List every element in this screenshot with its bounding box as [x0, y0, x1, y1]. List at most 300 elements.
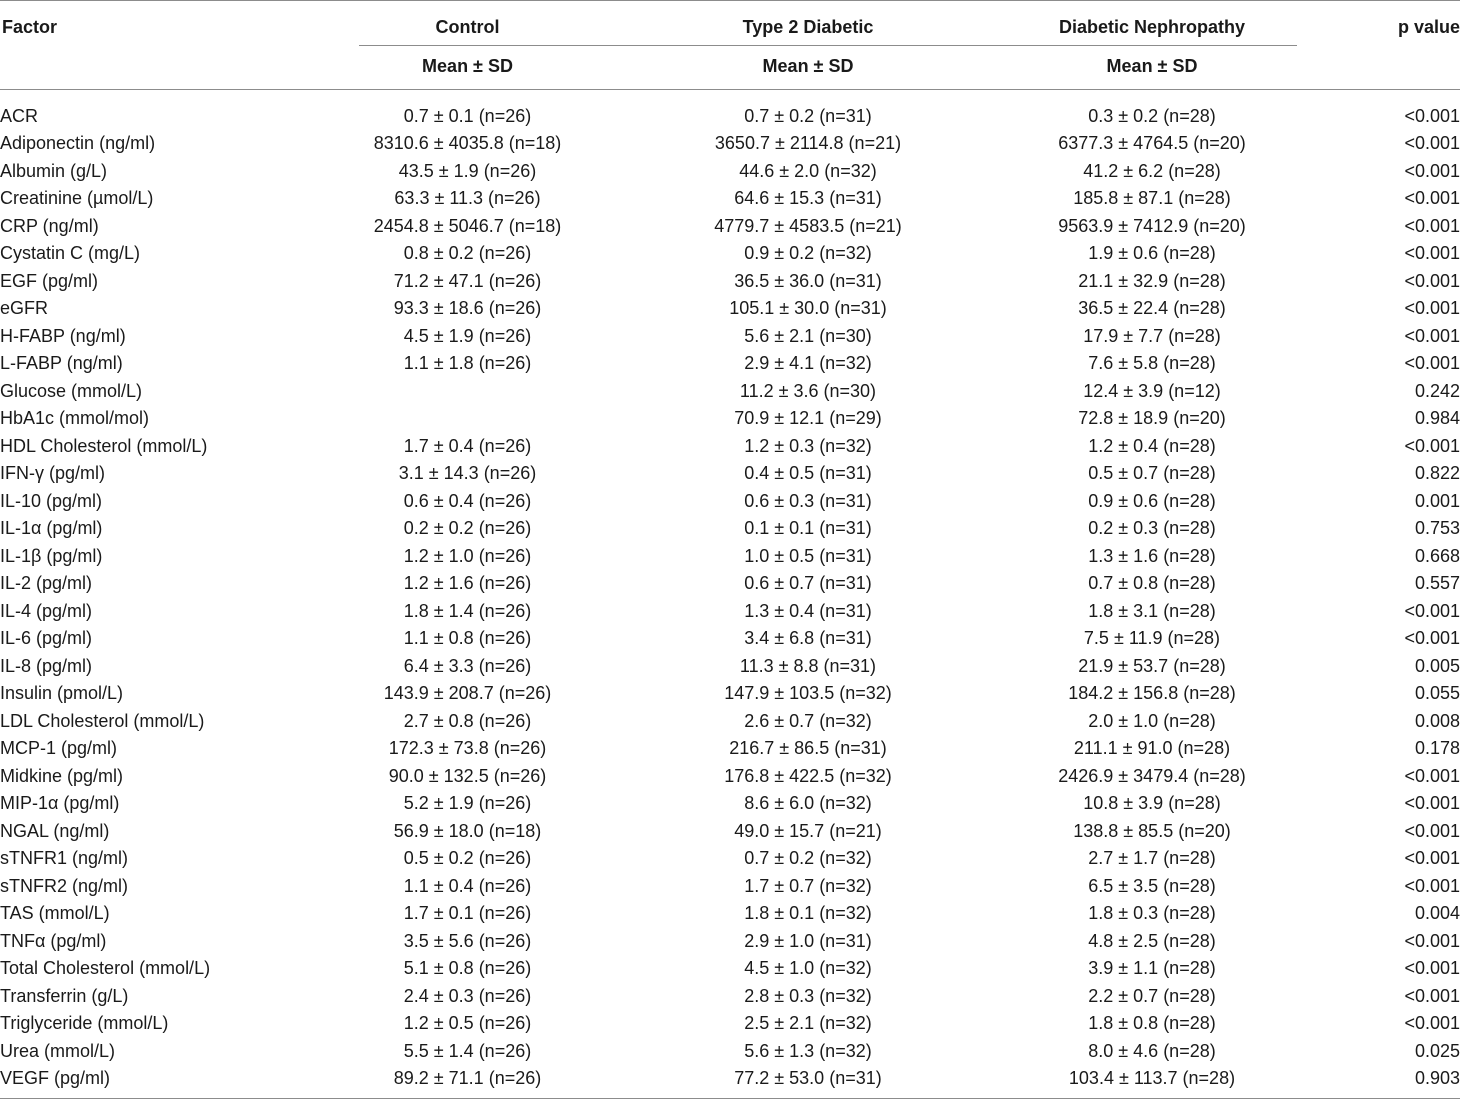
table-row [0, 597, 1460, 625]
diabetic-nephropathy-cell: 12.4 ± 3.9 (n=12) [1083, 380, 1221, 401]
diabetic-nephropathy-cell: 21.9 ± 53.7 (n=28) [1078, 655, 1226, 676]
spacer-cell [916, 762, 1040, 790]
spacer-cell [576, 955, 700, 983]
type2-diabetic-cell: 1.2 ± 0.3 (n=32) [744, 435, 872, 456]
table-row [0, 102, 1460, 130]
spacer-cell [916, 652, 1040, 680]
table-row [0, 707, 1460, 735]
type2-diabetic-cell: 36.5 ± 36.0 (n=31) [734, 270, 882, 291]
diabetic-nephropathy-cell: 1.2 ± 0.4 (n=28) [1088, 435, 1216, 456]
type2-diabetic-cell: 0.4 ± 0.5 (n=31) [744, 463, 872, 484]
control-cell: 63.3 ± 11.3 (n=26) [394, 188, 541, 209]
diabetic-groups-rule [576, 45, 1297, 46]
spacer-cell [576, 790, 700, 818]
type2-diabetic-cell: 176.8 ± 422.5 (n=32) [724, 765, 892, 786]
spacer-cell [576, 322, 700, 350]
factor-cell: IL-8 (pg/ml) [0, 655, 93, 676]
factor-cell: LDL Cholesterol (mmol/L) [0, 710, 205, 731]
factor-cell: Glucose (mmol/L) [0, 380, 143, 401]
p-value-cell: <0.001 [1404, 243, 1460, 264]
p-value-cell: 0.242 [1414, 380, 1460, 401]
type2-diabetic-cell: 3.4 ± 6.8 (n=31) [744, 628, 872, 649]
factor-cell: Transferrin (g/L) [0, 985, 129, 1006]
spacer-cell [576, 487, 700, 515]
table-row [0, 130, 1460, 158]
spacer-cell [916, 790, 1040, 818]
spacer-cell [576, 157, 700, 185]
control-cell: 2.7 ± 0.8 (n=26) [403, 710, 532, 731]
p-value-cell: <0.001 [1404, 133, 1460, 154]
control-cell: 0.6 ± 0.4 (n=26) [403, 490, 532, 511]
header-p-value: p value [1397, 17, 1460, 37]
p-value-cell: <0.001 [1404, 985, 1460, 1006]
spacer-cell [576, 542, 700, 570]
diabetic-nephropathy-cell: 36.5 ± 22.4 (n=28) [1078, 298, 1226, 319]
control-cell: 90.0 ± 132.5 (n=26) [388, 765, 547, 786]
control-cell: 1.1 ± 0.4 (n=26) [403, 875, 532, 896]
table-row [0, 1065, 1460, 1093]
p-value-cell: <0.001 [1404, 353, 1460, 374]
factor-cell: Urea (mmol/L) [0, 1040, 116, 1061]
factor-cell: Insulin (pmol/L) [0, 683, 124, 704]
factor-cell: VEGF (pg/ml) [0, 1068, 111, 1089]
type2-diabetic-cell: 2.5 ± 2.1 (n=32) [744, 1013, 872, 1034]
table-row [0, 350, 1460, 378]
factor-cell: HDL Cholesterol (mmol/L) [0, 435, 208, 456]
control-cell: 0.8 ± 0.2 (n=26) [403, 243, 532, 264]
control-cell: 6.4 ± 3.3 (n=26) [403, 655, 532, 676]
spacer-cell [916, 1010, 1040, 1038]
table-body [0, 102, 1460, 1092]
control-cell: 89.2 ± 71.1 (n=26) [393, 1068, 542, 1089]
control-cell: 1.2 ± 1.6 (n=26) [403, 573, 532, 594]
type2-diabetic-cell: 0.1 ± 0.1 (n=31) [744, 518, 872, 539]
p-value-cell: <0.001 [1404, 160, 1460, 181]
table-row [0, 542, 1460, 570]
type2-diabetic-cell: 3650.7 ± 2114.8 (n=21) [714, 133, 902, 154]
control-cell [359, 377, 576, 405]
spacer-cell [576, 460, 700, 488]
diabetic-nephropathy-cell: 6377.3 ± 4764.5 (n=20) [1058, 133, 1246, 154]
table-row [0, 927, 1460, 955]
table-row [0, 900, 1460, 928]
control-cell: 2.4 ± 0.3 (n=26) [403, 985, 532, 1006]
diabetic-nephropathy-cell: 2.7 ± 1.7 (n=28) [1088, 848, 1216, 869]
type2-diabetic-cell: 1.8 ± 0.1 (n=32) [744, 903, 872, 924]
type2-diabetic-cell: 0.6 ± 0.3 (n=31) [744, 490, 872, 511]
diabetic-nephropathy-cell: 8.0 ± 4.6 (n=28) [1088, 1040, 1216, 1061]
factor-cell: TAS (mmol/L) [0, 903, 110, 924]
table-row [0, 1010, 1460, 1038]
spacer-cell [916, 1037, 1040, 1065]
spacer-cell [916, 130, 1040, 158]
spacer-cell [916, 927, 1040, 955]
diabetic-nephropathy-cell: 1.8 ± 3.1 (n=28) [1088, 600, 1216, 621]
p-value-cell: 0.008 [1414, 710, 1460, 731]
spacer-cell [576, 817, 700, 845]
table-row [0, 157, 1460, 185]
diabetic-nephropathy-cell: 2.0 ± 1.0 (n=28) [1088, 710, 1216, 731]
spacer-cell [576, 432, 700, 460]
factor-cell: IL-4 (pg/ml) [0, 600, 93, 621]
p-value-cell: <0.001 [1404, 270, 1460, 291]
spacer-cell [576, 267, 700, 295]
diabetic-nephropathy-cell: 3.9 ± 1.1 (n=28) [1088, 958, 1216, 979]
table-row [0, 625, 1460, 653]
diabetic-nephropathy-cell: 1.8 ± 0.3 (n=28) [1088, 903, 1216, 924]
p-value-cell: <0.001 [1404, 325, 1460, 346]
factor-cell: CRP (ng/ml) [0, 215, 99, 236]
diabetic-nephropathy-cell: 0.3 ± 0.2 (n=28) [1088, 105, 1216, 126]
factor-cell: IL-6 (pg/ml) [0, 628, 93, 649]
subheader-nephropathy-mean-sd: Mean ± SD [1106, 56, 1198, 76]
control-cell: 3.5 ± 5.6 (n=26) [403, 930, 532, 951]
factor-cell: sTNFR2 (ng/ml) [0, 875, 129, 896]
header-type2-diabetic: Type 2 Diabetic [742, 17, 874, 37]
diabetic-nephropathy-cell: 7.5 ± 11.9 (n=28) [1083, 628, 1221, 649]
control-cell: 1.2 ± 0.5 (n=26) [403, 1013, 532, 1034]
diabetic-nephropathy-cell: 7.6 ± 5.8 (n=28) [1088, 353, 1216, 374]
p-value-cell: 0.001 [1414, 490, 1460, 511]
subheader-control-mean-sd: Mean ± SD [422, 56, 513, 76]
type2-diabetic-cell: 2.8 ± 0.3 (n=32) [744, 985, 872, 1006]
spacer-cell [916, 542, 1040, 570]
diabetic-nephropathy-cell: 9563.9 ± 7412.9 (n=20) [1058, 215, 1246, 236]
factor-cell: IL-1α (pg/ml) [0, 518, 103, 539]
spacer-cell [916, 267, 1040, 295]
type2-diabetic-cell: 147.9 ± 103.5 (n=32) [724, 683, 892, 704]
spacer-cell [576, 625, 700, 653]
table-row [0, 790, 1460, 818]
p-value-cell: 0.055 [1414, 683, 1460, 704]
table-row [0, 845, 1460, 873]
table-row [0, 295, 1460, 323]
factor-cell: MIP-1α (pg/ml) [0, 793, 120, 814]
p-value-cell: <0.001 [1404, 188, 1460, 209]
spacer-cell [576, 735, 700, 763]
spacer-cell [916, 707, 1040, 735]
spacer-cell [916, 377, 1040, 405]
spacer-cell [576, 927, 700, 955]
diabetic-nephropathy-cell: 1.9 ± 0.6 (n=28) [1088, 243, 1216, 264]
diabetic-nephropathy-cell: 6.5 ± 3.5 (n=28) [1088, 875, 1216, 896]
spacer-cell [576, 872, 700, 900]
p-value-cell: <0.001 [1404, 793, 1460, 814]
type2-diabetic-cell: 1.0 ± 0.5 (n=31) [744, 545, 872, 566]
type2-diabetic-cell: 216.7 ± 86.5 (n=31) [729, 738, 887, 759]
factor-cell: Adiponectin (ng/ml) [0, 133, 156, 154]
table-row [0, 212, 1460, 240]
spacer-cell [576, 1037, 700, 1065]
factor-cell: Total Cholesterol (mmol/L) [0, 958, 211, 979]
p-value-cell: <0.001 [1404, 765, 1460, 786]
diabetic-nephropathy-cell: 0.7 ± 0.8 (n=28) [1088, 573, 1216, 594]
spacer-cell [916, 212, 1040, 240]
spacer-cell [916, 680, 1040, 708]
table-row [0, 460, 1460, 488]
table-row [0, 377, 1460, 405]
spacer-cell [916, 570, 1040, 598]
p-value-cell: 0.557 [1414, 573, 1460, 594]
type2-diabetic-cell: 8.6 ± 6.0 (n=32) [744, 793, 872, 814]
table-row [0, 515, 1460, 543]
spacer-cell [576, 377, 700, 405]
p-value-cell: <0.001 [1404, 930, 1460, 951]
table-top-rule [0, 0, 1460, 1]
control-cell: 0.2 ± 0.2 (n=26) [403, 518, 532, 539]
p-value-cell: <0.001 [1404, 848, 1460, 869]
spacer-cell [916, 460, 1040, 488]
spacer-cell [916, 432, 1040, 460]
table-row [0, 735, 1460, 763]
table-row [0, 982, 1460, 1010]
table-bottom-rule [0, 1098, 1460, 1099]
spacer-cell [576, 680, 700, 708]
table-row [0, 185, 1460, 213]
spacer-cell [576, 652, 700, 680]
spacer-cell [916, 625, 1040, 653]
spacer-cell [916, 1065, 1040, 1093]
diabetic-nephropathy-cell: 21.1 ± 32.9 (n=28) [1078, 270, 1226, 291]
table-row [0, 680, 1460, 708]
spacer-cell [916, 295, 1040, 323]
spacer-cell [916, 350, 1040, 378]
control-cell: 1.7 ± 0.1 (n=26) [403, 903, 532, 924]
diabetic-nephropathy-cell: 185.8 ± 87.1 (n=28) [1073, 188, 1231, 209]
table-row [0, 322, 1460, 350]
factor-cell: Midkine (pg/ml) [0, 765, 124, 786]
table-row [0, 1037, 1460, 1065]
type2-diabetic-cell: 64.6 ± 15.3 (n=31) [734, 188, 882, 209]
control-cell: 1.1 ± 1.8 (n=26) [403, 353, 532, 374]
factor-cell: NGAL (ng/ml) [0, 820, 110, 841]
factor-cell: Cystatin C (mg/L) [0, 243, 141, 264]
type2-diabetic-cell: 4779.7 ± 4583.5 (n=21) [714, 215, 902, 236]
control-cell: 5.5 ± 1.4 (n=26) [403, 1040, 532, 1061]
spacer-cell [576, 982, 700, 1010]
control-cell: 56.9 ± 18.0 (n=18) [393, 820, 542, 841]
control-cell: 143.9 ± 208.7 (n=26) [383, 683, 552, 704]
control-cell: 172.3 ± 73.8 (n=26) [388, 738, 547, 759]
p-value-cell: <0.001 [1404, 215, 1460, 236]
header-control: Control [435, 17, 500, 37]
type2-diabetic-cell: 70.9 ± 12.1 (n=29) [734, 408, 882, 429]
type2-diabetic-cell: 2.9 ± 4.1 (n=32) [744, 353, 872, 374]
type2-diabetic-cell: 2.9 ± 1.0 (n=31) [744, 930, 872, 951]
diabetic-nephropathy-cell: 17.9 ± 7.7 (n=28) [1083, 325, 1221, 346]
control-cell: 5.2 ± 1.9 (n=26) [403, 793, 532, 814]
p-value-cell: 0.753 [1414, 518, 1460, 539]
p-value-cell: <0.001 [1404, 435, 1460, 456]
spacer-cell [576, 900, 700, 928]
control-cell: 5.1 ± 0.8 (n=26) [403, 958, 532, 979]
factor-cell: IFN-γ (pg/ml) [0, 463, 105, 484]
type2-diabetic-cell: 0.6 ± 0.7 (n=31) [744, 573, 872, 594]
table-row [0, 405, 1460, 433]
spacer-cell [576, 102, 700, 130]
spacer-cell [916, 185, 1040, 213]
spacer-cell [916, 817, 1040, 845]
spacer-cell [576, 515, 700, 543]
table-row [0, 872, 1460, 900]
type2-diabetic-cell: 49.0 ± 15.7 (n=21) [734, 820, 882, 841]
diabetic-nephropathy-cell: 0.9 ± 0.6 (n=28) [1088, 490, 1216, 511]
p-value-cell: <0.001 [1404, 600, 1460, 621]
p-value-cell: <0.001 [1404, 628, 1460, 649]
factor-cell: HbA1c (mmol/mol) [0, 408, 150, 429]
p-value-cell: <0.001 [1404, 1013, 1460, 1034]
spacer-cell [916, 157, 1040, 185]
control-cell: 2454.8 ± 5046.7 (n=18) [373, 215, 562, 236]
subheader-type2-mean-sd: Mean ± SD [762, 56, 854, 76]
control-cell: 1.2 ± 1.0 (n=26) [403, 545, 532, 566]
p-value-cell: 0.668 [1414, 545, 1460, 566]
spacer-cell [576, 212, 700, 240]
type2-diabetic-cell: 5.6 ± 1.3 (n=32) [744, 1040, 872, 1061]
header-factor: Factor [2, 17, 58, 37]
table-row [0, 955, 1460, 983]
diabetic-nephropathy-cell: 10.8 ± 3.9 (n=28) [1083, 793, 1221, 814]
diabetic-nephropathy-cell: 138.8 ± 85.5 (n=20) [1073, 820, 1231, 841]
type2-diabetic-cell: 105.1 ± 30.0 (n=31) [729, 298, 887, 319]
spacer-cell [916, 982, 1040, 1010]
diabetic-nephropathy-cell: 0.5 ± 0.7 (n=28) [1088, 463, 1216, 484]
p-value-cell: 0.005 [1414, 655, 1460, 676]
factor-cell: IL-1β (pg/ml) [0, 545, 103, 566]
diabetic-nephropathy-cell: 2426.9 ± 3479.4 (n=28) [1058, 765, 1246, 786]
type2-diabetic-cell: 0.9 ± 0.2 (n=32) [744, 243, 872, 264]
p-value-cell: 0.984 [1414, 408, 1460, 429]
factor-cell: sTNFR1 (ng/ml) [0, 848, 129, 869]
spacer-cell [576, 762, 700, 790]
factor-cell: TNFα (pg/ml) [0, 930, 107, 951]
table-row [0, 652, 1460, 680]
spacer-cell [916, 405, 1040, 433]
p-value-cell: <0.001 [1404, 298, 1460, 319]
factor-cell: L-FABP (ng/ml) [0, 353, 123, 374]
p-value-cell: 0.903 [1414, 1068, 1460, 1089]
diabetic-nephropathy-cell: 184.2 ± 156.8 (n=28) [1068, 683, 1236, 704]
factor-cell: MCP-1 (pg/ml) [0, 738, 118, 759]
p-value-cell: <0.001 [1404, 875, 1460, 896]
diabetic-nephropathy-cell: 2.2 ± 0.7 (n=28) [1088, 985, 1216, 1006]
table-row [0, 762, 1460, 790]
control-cell [359, 405, 576, 433]
type2-diabetic-cell: 0.7 ± 0.2 (n=32) [744, 848, 872, 869]
spacer-cell [916, 322, 1040, 350]
header-diabetic-nephropathy: Diabetic Nephropathy [1058, 17, 1246, 37]
type2-diabetic-cell: 5.6 ± 2.1 (n=30) [744, 325, 872, 346]
factor-cell: Creatinine (µmol/L) [0, 188, 154, 209]
type2-diabetic-cell: 2.6 ± 0.7 (n=32) [744, 710, 872, 731]
table-row [0, 240, 1460, 268]
control-group-rule [359, 45, 576, 46]
control-cell: 1.8 ± 1.4 (n=26) [403, 600, 532, 621]
factor-cell: H-FABP (ng/ml) [0, 325, 126, 346]
spacer-cell [576, 707, 700, 735]
table-row [0, 432, 1460, 460]
factor-cell: Triglyceride (mmol/L) [0, 1013, 169, 1034]
control-cell: 3.1 ± 14.3 (n=26) [398, 463, 537, 484]
spacer-cell [916, 900, 1040, 928]
spacer-cell [916, 872, 1040, 900]
spacer-cell [576, 295, 700, 323]
spacer-cell [916, 515, 1040, 543]
type2-diabetic-cell: 0.7 ± 0.2 (n=31) [744, 105, 872, 126]
type2-diabetic-cell: 4.5 ± 1.0 (n=32) [744, 958, 872, 979]
factor-cell: eGFR [0, 298, 49, 319]
p-value-cell: <0.001 [1404, 105, 1460, 126]
type2-diabetic-cell: 44.6 ± 2.0 (n=32) [739, 160, 877, 181]
spacer-cell [576, 570, 700, 598]
table-row [0, 267, 1460, 295]
diabetic-nephropathy-cell: 103.4 ± 113.7 (n=28) [1068, 1068, 1236, 1089]
type2-diabetic-cell: 11.2 ± 3.6 (n=30) [739, 380, 877, 401]
spacer-cell [916, 487, 1040, 515]
diabetic-nephropathy-cell: 0.2 ± 0.3 (n=28) [1088, 518, 1216, 539]
spacer-cell [916, 955, 1040, 983]
p-value-cell: <0.001 [1404, 820, 1460, 841]
type2-diabetic-cell: 77.2 ± 53.0 (n=31) [734, 1068, 882, 1089]
type2-diabetic-cell: 11.3 ± 8.8 (n=31) [739, 655, 877, 676]
control-cell: 8310.6 ± 4035.8 (n=18) [373, 133, 562, 154]
factor-cell: IL-10 (pg/ml) [0, 490, 103, 511]
control-cell: 71.2 ± 47.1 (n=26) [393, 270, 542, 291]
type2-diabetic-cell: 1.7 ± 0.7 (n=32) [744, 875, 872, 896]
factor-cell: Albumin (g/L) [0, 160, 108, 181]
p-value-cell: 0.178 [1414, 738, 1460, 759]
spacer-cell [576, 1010, 700, 1038]
diabetic-nephropathy-cell: 4.8 ± 2.5 (n=28) [1088, 930, 1216, 951]
control-cell: 43.5 ± 1.9 (n=26) [398, 160, 537, 181]
table-row [0, 817, 1460, 845]
diabetic-nephropathy-cell: 1.8 ± 0.8 (n=28) [1088, 1013, 1216, 1034]
diabetic-nephropathy-cell: 211.1 ± 91.0 (n=28) [1073, 738, 1231, 759]
diabetic-nephropathy-cell: 72.8 ± 18.9 (n=20) [1078, 408, 1226, 429]
spacer-cell [576, 845, 700, 873]
spacer-cell [576, 130, 700, 158]
p-value-cell: 0.004 [1414, 903, 1460, 924]
diabetic-nephropathy-cell: 1.3 ± 1.6 (n=28) [1088, 545, 1216, 566]
factor-cell: EGF (pg/ml) [0, 270, 99, 291]
control-cell: 4.5 ± 1.9 (n=26) [403, 325, 532, 346]
table-row [0, 487, 1460, 515]
control-cell: 1.7 ± 0.4 (n=26) [403, 435, 532, 456]
table-row [0, 570, 1460, 598]
p-value-cell: 0.822 [1414, 463, 1460, 484]
factor-cell: IL-2 (pg/ml) [0, 573, 93, 594]
p-value-cell: 0.025 [1414, 1040, 1460, 1061]
spacer-cell [576, 1065, 700, 1093]
control-cell: 0.5 ± 0.2 (n=26) [403, 848, 532, 869]
factor-cell: ACR [0, 105, 39, 126]
p-value-cell: <0.001 [1404, 958, 1460, 979]
spacer-cell [916, 735, 1040, 763]
data-table [0, 102, 1460, 1092]
spacer-cell [576, 185, 700, 213]
spacer-cell [916, 240, 1040, 268]
spacer-cell [576, 405, 700, 433]
diabetic-nephropathy-cell: 41.2 ± 6.2 (n=28) [1083, 160, 1221, 181]
spacer-cell [576, 597, 700, 625]
spacer-cell [576, 240, 700, 268]
type2-diabetic-cell: 1.3 ± 0.4 (n=31) [744, 600, 872, 621]
spacer-cell [916, 845, 1040, 873]
spacer-cell [576, 350, 700, 378]
control-cell: 1.1 ± 0.8 (n=26) [403, 628, 532, 649]
control-cell: 0.7 ± 0.1 (n=26) [403, 105, 532, 126]
spacer-cell [916, 102, 1040, 130]
